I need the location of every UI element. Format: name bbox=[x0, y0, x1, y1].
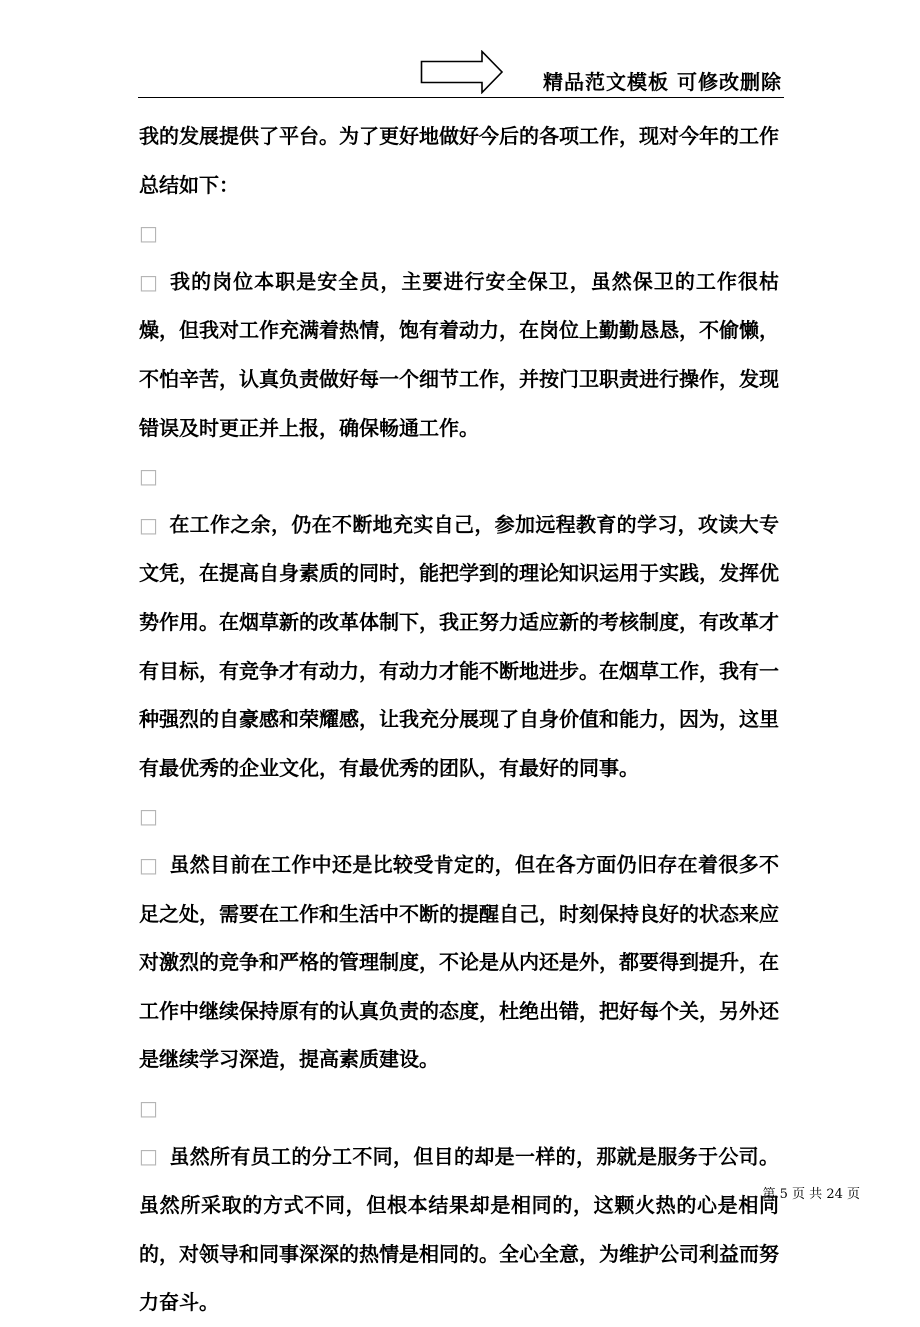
paragraph bbox=[139, 209, 779, 452]
paragraph-text: 在工作之余，仍在不断地充实自己，参加远程教育的学习，攻读大专文凭，在提高自身素质的同时，能把学到的理论知识运用于实践，发挥优势作用。在烟草新的改革体制下，我正努力适应新的考核制度，有改革才有目标，有竞争才有动力，有动力才能不断地进步。在烟草工作，我有一种强烈的自豪感和荣耀感，让我充分展现了自身价值和能力，因为，这里有最优秀的企业文化，有最优秀的团队，有最好的同事。 bbox=[139, 512, 779, 780]
paragraph-indent: □□ bbox=[139, 464, 158, 537]
document-body bbox=[139, 112, 779, 1327]
paragraph-indent: □□ bbox=[139, 804, 158, 877]
paragraph-text: 虽然所有员工的分工不同，但目的却是一样的，那就是服务于公司。虽然所采取的方式不同，但根本结果却是相同的，这颗火热的心是相同的，对领导和同事深深的热情是相同的。全心全意，为维护公司利益而努力奋斗。 bbox=[139, 1144, 779, 1315]
paragraph-indent: □□ bbox=[139, 1095, 158, 1169]
paragraph bbox=[139, 792, 779, 1084]
paragraph bbox=[139, 1084, 779, 1327]
paragraph-indent: □□ bbox=[139, 221, 158, 294]
paragraph-text: 我的发展提供了平台。为了更好地做好今后的各项工作，现对今年的工作总结如下： bbox=[139, 124, 779, 197]
page-number: 第 5 页 共 24 页 bbox=[762, 1187, 860, 1202]
header-divider bbox=[138, 97, 784, 98]
right-arrow-icon bbox=[420, 50, 504, 94]
paragraph bbox=[139, 112, 779, 209]
header-title: 精品范文模板 可修改删除 bbox=[543, 70, 782, 94]
paragraph-text: 虽然目前在工作中还是比较受肯定的，但在各方面仍旧存在着很多不足之处，需要在工作和生活中不断的提醒自己，时刻保持良好的状态来应对激烈的竞争和严格的管理制度，不论是从内还是外，都要得到提升，在工作中继续保持原有的认真负责的态度，杜绝出错，把好每个关，另外还是继续学习深造，提高素质建设。 bbox=[139, 852, 779, 1072]
paragraph bbox=[139, 452, 779, 792]
page-header bbox=[138, 48, 784, 98]
paragraph-text: 我的岗位本职是安全员，主要进行安全保卫，虽然保卫的工作很枯燥，但我对工作充满着热情，饱有着动力，在岗位上勤勤恳恳，不偷懒，不怕辛苦，认真负责做好每一个细节工作，并按门卫职责进行操作，发现错误及时更正并上报，确保畅通工作。 bbox=[139, 269, 779, 440]
